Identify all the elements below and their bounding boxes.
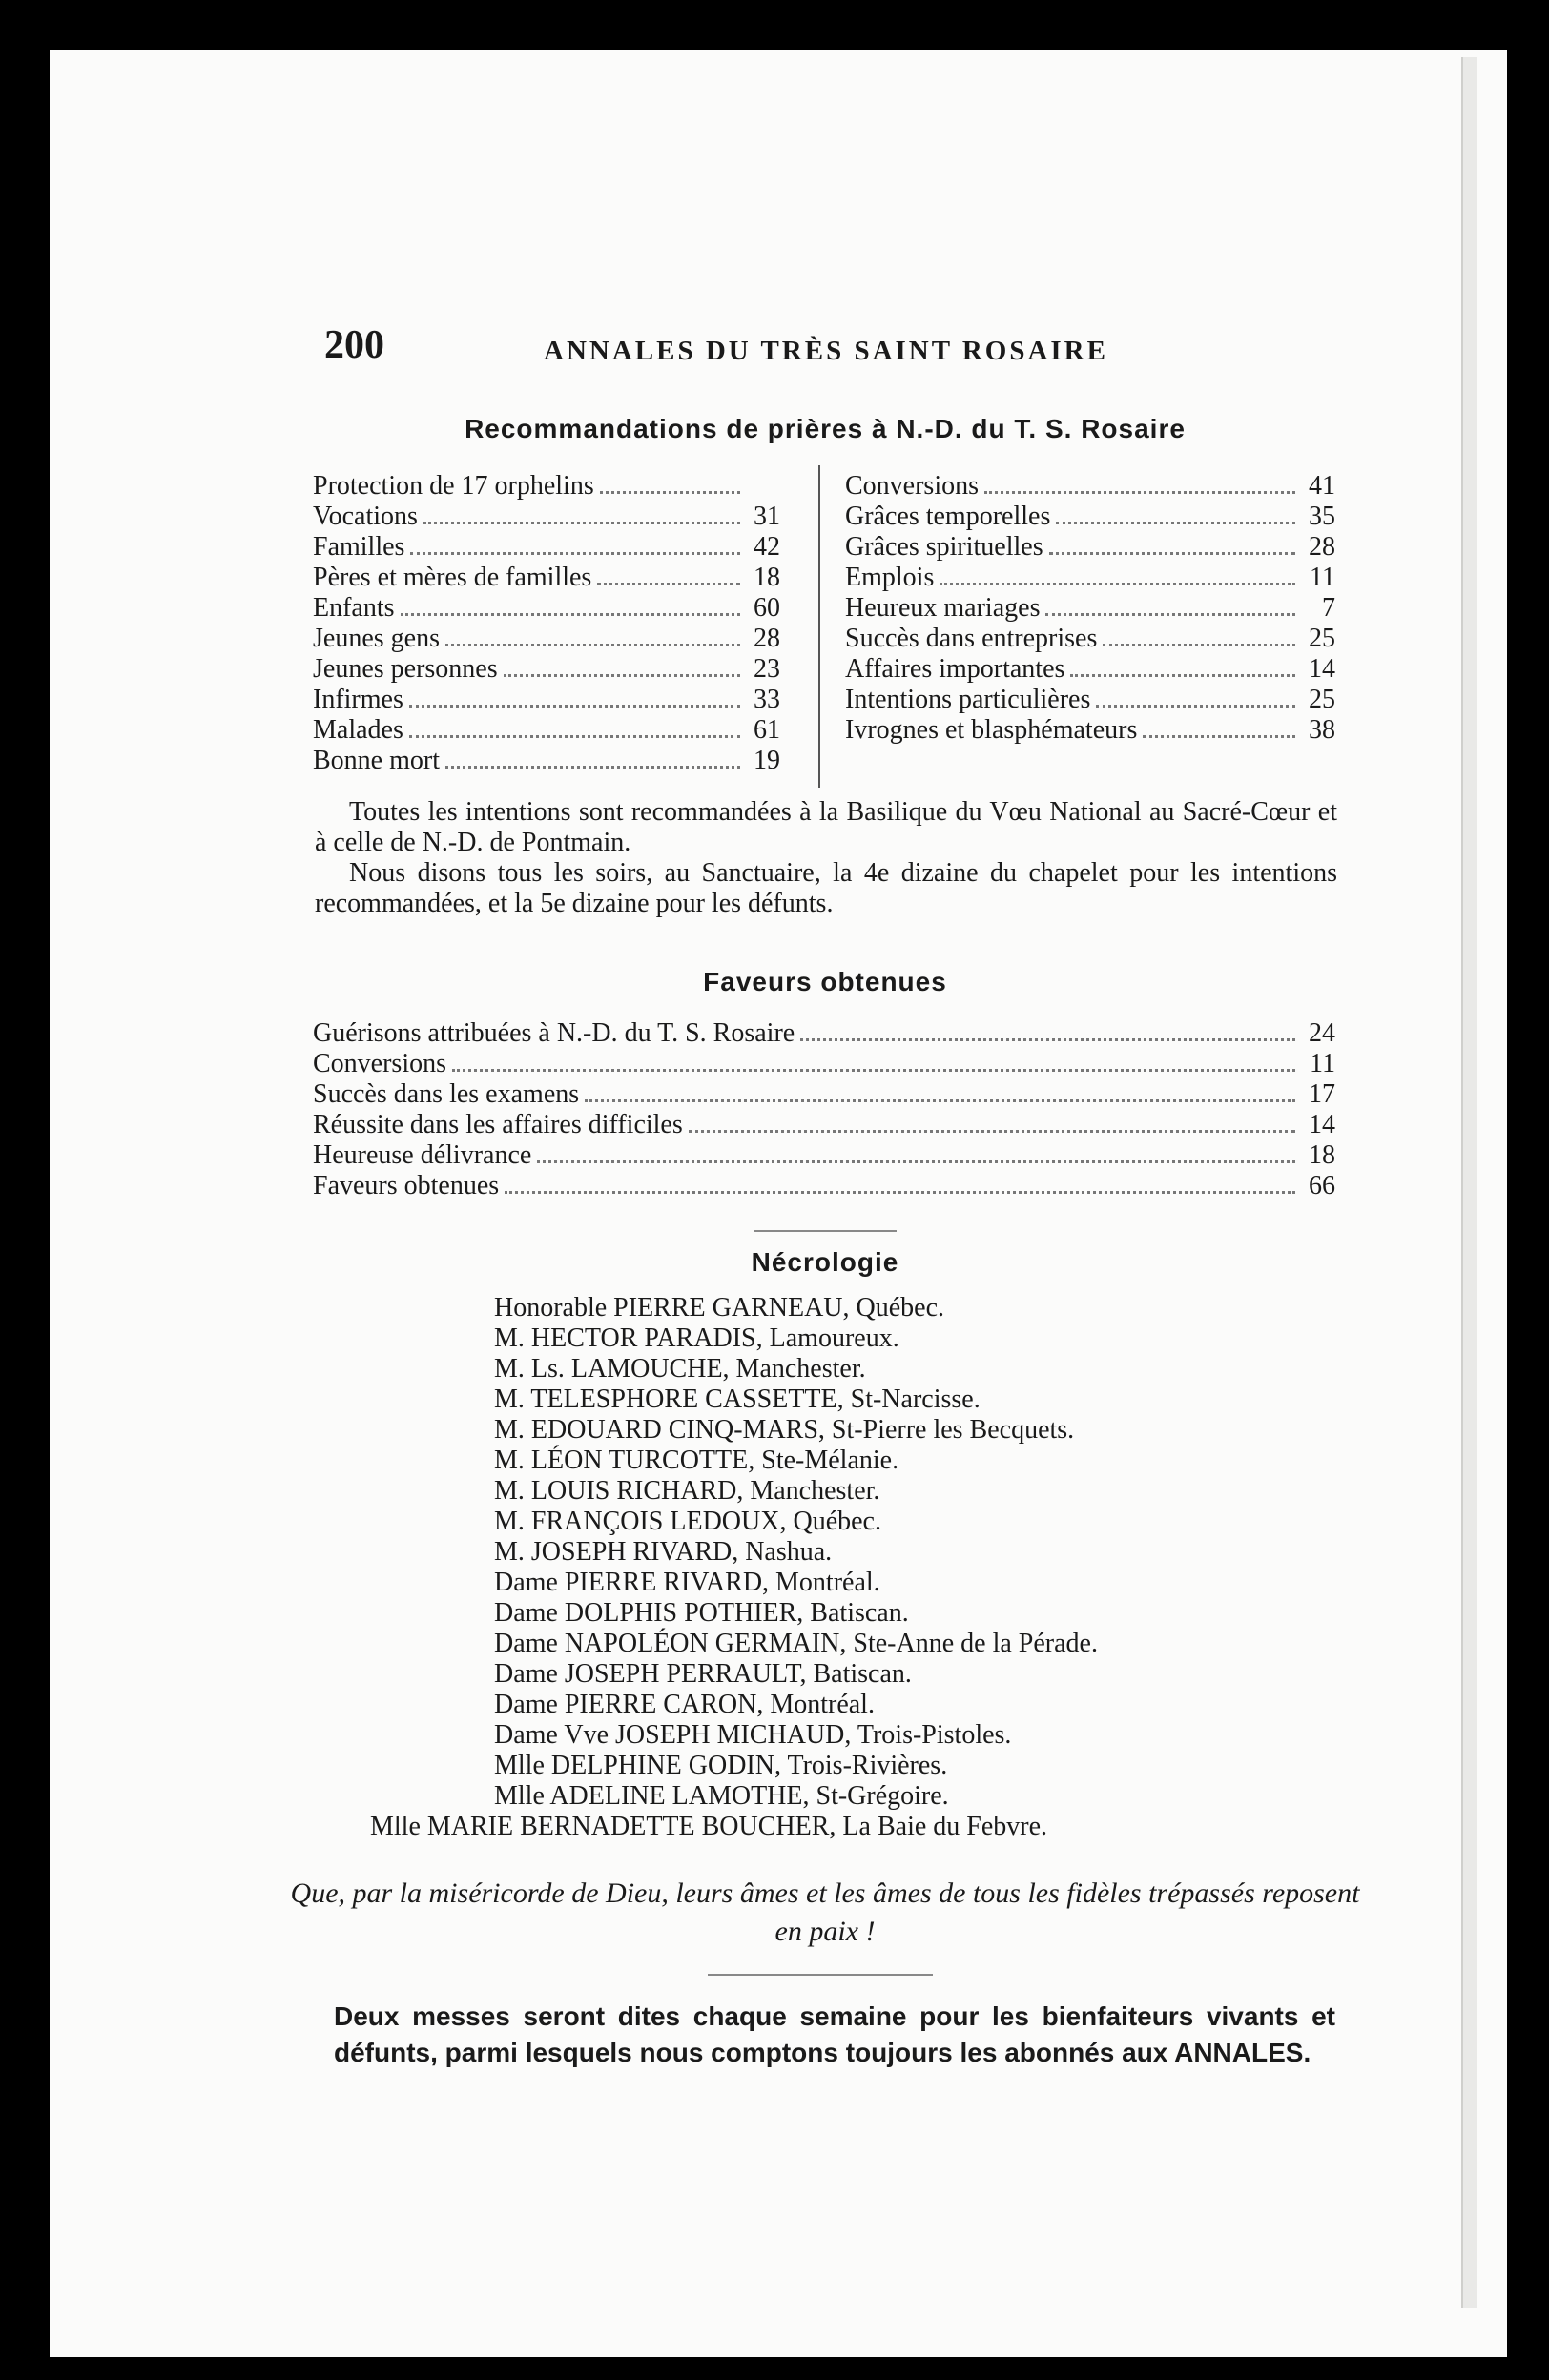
list-item [313,1171,1335,1201]
item-label: Infirmes [313,685,403,714]
item-count: 25 [1309,685,1335,714]
list-item [845,563,1335,593]
item-label: Familles [313,532,405,562]
item-label: Bonne mort [313,746,440,775]
necrology-list [370,1293,1353,1842]
item-count: 17 [1309,1079,1335,1109]
list-item [313,746,780,776]
necrology-entry: Dame DOLPHIS POTHIER, Batiscan. [494,1598,909,1628]
item-label: Succès dans entreprises [845,624,1098,653]
dot-leader [445,766,740,769]
favors-list [313,1018,1335,1201]
list-item [313,1018,1335,1049]
list-item [845,593,1335,624]
item-label: Grâces spirituelles [845,532,1043,562]
item-label: Vocations [313,502,418,531]
list-item [845,715,1335,746]
necrology-entry: M. JOSEPH RIVARD, Nashua. [494,1537,833,1567]
recommendations-note-2: Nous disons tous les soirs, au Sanctuaire, la 4e dizaine du chapelet pour les intentions recommandées, et la 5e dizaine pour les défunts. [315,858,1337,918]
item-label: Protection de 17 orphelins [313,471,594,501]
dot-leader [597,583,740,585]
dot-leader [452,1069,1295,1072]
item-count: 14 [1309,1110,1335,1139]
item-count: 28 [754,624,780,653]
necrology-prayer: Que, par la miséricorde de Dieu, leurs âmes et les âmes de tous les fidèles trépassés reposent en paix ! [290,1877,1360,1947]
item-label: Emplois [845,563,935,592]
list-item [313,1049,1335,1079]
necrology-entry: Mlle ADELINE LAMOTHE, St-Grégoire. [494,1781,949,1811]
list-item [313,1110,1335,1140]
item-label: Intentions particulières [845,685,1091,714]
dot-leader [1096,705,1295,708]
dot-leader [409,705,740,708]
dot-leader [1045,613,1295,616]
list-item [313,593,780,624]
item-label: Malades [313,715,403,745]
dot-leader [1103,644,1295,646]
necrology-entry: Mlle DELPHINE GODIN, Trois-Rivières. [494,1751,948,1780]
list-item [313,502,780,532]
column-divider [818,465,820,788]
item-count: 7 [1322,593,1335,623]
item-label: Réussite dans les affaires difficiles [313,1110,683,1139]
page-header [324,322,1278,380]
dot-leader [940,583,1295,585]
dot-leader [585,1099,1295,1102]
item-label: Jeunes personnes [313,654,498,684]
list-item [313,624,780,654]
recommendations-title: Recommandations de prières à N.-D. du T. S. Rosaire [465,414,1186,443]
item-count: 23 [754,654,780,684]
dot-leader [445,644,740,646]
item-count: 14 [1309,654,1335,684]
running-title: ANNALES DU TRÈS SAINT ROSAIRE [544,336,1108,366]
recommendations-right-column [845,471,1335,746]
necrology-entry: Dame Vve JOSEPH MICHAUD, Trois-Pistoles. [494,1720,1012,1750]
item-count: 19 [754,746,780,775]
dot-leader [984,491,1295,494]
dot-leader [537,1160,1295,1163]
item-count: 60 [754,593,780,623]
item-label: Heureuse délivrance [313,1140,532,1170]
list-item [313,654,780,685]
necrology-entry: M. FRANÇOIS LEDOUX, Québec. [494,1507,881,1536]
item-count: 18 [1309,1140,1335,1170]
dot-leader [401,613,740,616]
dot-leader [505,1191,1295,1194]
list-item [845,685,1335,715]
dot-leader [1056,522,1295,524]
dot-leader [410,552,740,555]
item-count: 61 [754,715,780,745]
dot-leader [504,674,740,677]
necrology-title: Nécrologie [751,1247,899,1277]
dot-leader [600,491,740,494]
recommendations-note-1: Toutes les intentions sont recommandées à la Basilique du Vœu National au Sacré-Cœur et à celle de N.-D. de Pontmain. [315,797,1337,857]
necrology-entry: Dame NAPOLÉON GERMAIN, Ste-Anne de la Pérade. [494,1629,1098,1658]
item-count: 28 [1309,532,1335,562]
list-item [313,563,780,593]
closing-paragraph: Deux messes seront dites chaque semaine pour les bienfaiteurs vivants et défunts, parmi lesquels nous comptons toujours les abonnés aux ANNALES. [334,2001,1335,2067]
item-count: 35 [1309,502,1335,531]
item-count: 41 [1309,471,1335,501]
necrology-entry: Dame PIERRE RIVARD, Montréal. [494,1568,880,1597]
item-label: Succès dans les examens [313,1079,580,1109]
necrology-entry: M. LÉON TURCOTTE, Ste-Mélanie. [494,1446,899,1475]
necrology-entry: M. LOUIS RICHARD, Manchester. [494,1476,880,1506]
list-item [845,532,1335,563]
list-item [313,685,780,715]
necrology-entry: Mlle MARIE BERNADETTE BOUCHER, La Baie du Febvre. [370,1812,1048,1841]
item-count: 38 [1309,715,1335,745]
list-item [845,471,1335,502]
divider-rule [754,1230,897,1232]
item-label: Affaires importantes [845,654,1065,684]
item-count: 24 [1309,1018,1335,1048]
item-label: Jeunes gens [313,624,440,653]
dot-leader [1070,674,1295,677]
item-label: Pères et mères de familles [313,563,592,592]
item-label: Enfants [313,593,395,623]
dot-leader [689,1130,1295,1133]
dot-leader [409,735,740,738]
item-label: Guérisons attribuées à N.-D. du T. S. Rosaire [313,1018,795,1048]
item-count: 11 [1310,1049,1335,1078]
list-item [313,1079,1335,1110]
necrology-entry: M. EDOUARD CINQ-MARS, St-Pierre les Becquets. [494,1415,1075,1445]
dot-leader [423,522,740,524]
necrology-entry: M. TELESPHORE CASSETTE, St-Narcisse. [494,1385,981,1414]
list-item [313,471,780,502]
item-count: 11 [1310,563,1335,592]
page-number: 200 [324,323,384,367]
necrology-entry: M. Ls. LAMOUCHE, Manchester. [494,1354,866,1384]
item-count: 25 [1309,624,1335,653]
item-count: 33 [754,685,780,714]
necrology-entry: M. HECTOR PARADIS, Lamoureux. [494,1323,899,1353]
item-count: 18 [754,563,780,592]
dot-leader [800,1038,1295,1041]
necrology-entry: Dame JOSEPH PERRAULT, Batiscan. [494,1659,912,1689]
list-item [313,532,780,563]
item-count: 42 [754,532,780,562]
list-item [845,654,1335,685]
dot-leader [1049,552,1295,555]
item-label: Ivrognes et blasphémateurs [845,715,1138,745]
recommendations-left-column [313,471,780,776]
list-item [313,1140,1335,1171]
list-item [313,715,780,746]
item-count: 66 [1309,1171,1335,1200]
item-label: Faveurs obtenues [313,1171,500,1200]
divider-rule [708,1974,933,1976]
item-count: 31 [754,502,780,531]
page-edge [1461,57,1477,2308]
item-label: Grâces temporelles [845,502,1051,531]
item-label: Conversions [845,471,979,501]
item-label: Heureux mariages [845,593,1041,623]
item-label: Conversions [313,1049,446,1078]
necrology-entry: Dame PIERRE CARON, Montréal. [494,1690,875,1719]
necrology-entry: Honorable PIERRE GARNEAU, Québec. [494,1293,945,1323]
favors-title: Faveurs obtenues [703,967,947,996]
dot-leader [1143,735,1295,738]
list-item [845,624,1335,654]
list-item [845,502,1335,532]
